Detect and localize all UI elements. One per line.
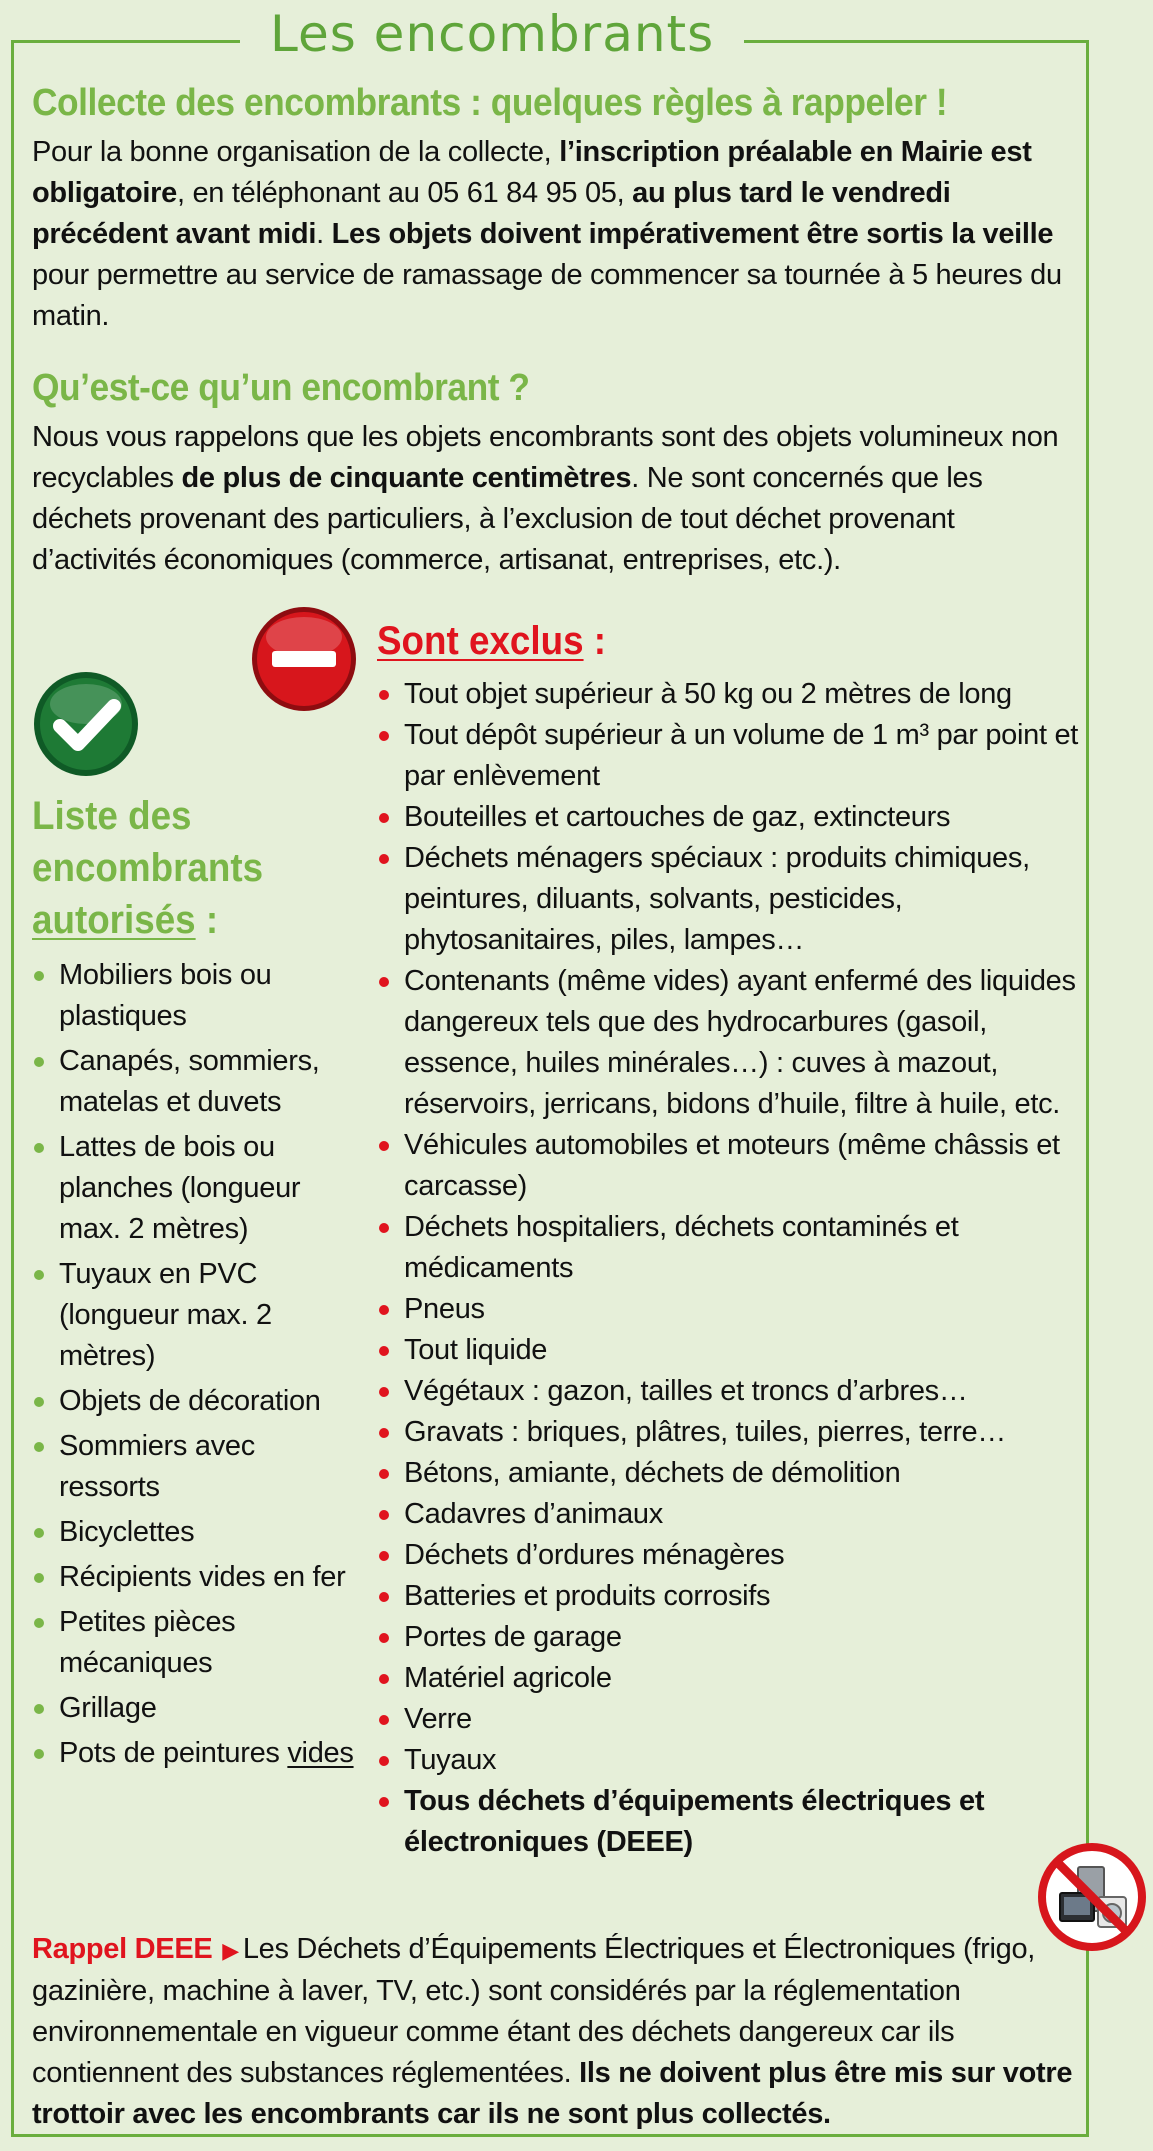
excluded-list-item: Matériel agricole	[377, 1658, 1107, 1699]
allowed-list-item: Récipients vides en fer	[32, 1557, 362, 1598]
allowed-title-colon: :	[195, 898, 219, 942]
page-title: Les encombrants	[240, 2, 744, 66]
rappel-text: Les Déchets d’Équipements Électriques et Électroniques (frigo, gazinière, machine à laver, TV, etc.) sont considérés par la réglementation environnementale en vigueur comme étant des déchets dangereux car ils contiennent des substances réglementées.	[32, 1933, 1036, 2089]
allowed-title-word: autorisés	[32, 898, 196, 942]
collecte-paragraph	[32, 132, 1072, 337]
collecte-text-1: Pour la bonne organisation de la collecte,	[32, 136, 560, 168]
excluded-list-item: Tous déchets d’équipements électriques et électroniques (DEEE)	[377, 1781, 1107, 1863]
allowed-list-item	[32, 1733, 362, 1774]
excluded-list-item: Véhicules automobiles et moteurs (même châssis et carcasse)	[377, 1125, 1107, 1207]
collecte-bold-1: l’inscription préalable en Mairie est obligatoire	[32, 136, 1032, 209]
allowed-title-line-2: encombrants	[32, 846, 264, 890]
collecte-bold-2: au plus tard le vendredi précédent avant midi	[32, 177, 951, 250]
excluded-list-item: Déchets ménagers spéciaux : produits chimiques, peintures, diluants, solvants, pesticides, phytosanitaires, piles, lampes…	[377, 838, 1107, 961]
excluded-list-item: Bétons, amiante, déchets de démolition	[377, 1453, 1107, 1494]
collecte-text-2: , en téléphonant au 05 61 84 95 05,	[176, 177, 633, 209]
excluded-list-item: Déchets d’ordures ménagères	[377, 1535, 1107, 1576]
collecte-bold-3: Les objets doivent impérativement être sortis la veille	[331, 218, 1054, 250]
excluded-title-word: Sont exclus	[377, 619, 584, 663]
excluded-list-item: Tout objet supérieur à 50 kg ou 2 mètres de long	[377, 674, 1107, 715]
allowed-list-item: Grillage	[32, 1688, 362, 1729]
excluded-list	[377, 674, 1107, 1863]
excluded-list-title	[377, 615, 606, 667]
no-entry-icon	[250, 605, 358, 713]
excluded-list-item: Gravats : briques, plâtres, tuiles, pierres, terre…	[377, 1412, 1107, 1453]
allowed-list-item: Mobiliers bois ou plastiques	[32, 955, 362, 1037]
allowed-list-item: Petites pièces mécaniques	[32, 1602, 362, 1684]
allowed-list-item: Bicyclettes	[32, 1512, 362, 1553]
collecte-text-3: .	[316, 218, 332, 250]
lists-section	[32, 605, 1092, 1905]
excluded-list-item: Contenants (même vides) ayant enfermé des liquides dangereux tels que des hydrocarbures (gasoil, essence, huiles minérales…) : cuves à mazout, réservoirs, jerricans, bidons d’huile, filtre à huile, etc.	[377, 961, 1107, 1125]
collecte-text-4: pour permettre au service de ramassage de commencer sa tournée à 5 heures du matin.	[32, 259, 1062, 332]
definition-text-2: . Ne sont concernés que les déchets provenant des particuliers, à l’exclusion de tout déchet provenant d’activités économiques (commerce, artisanat, entreprises, etc.).	[32, 462, 983, 576]
allowed-list-item: Objets de décoration	[32, 1381, 362, 1422]
allowed-list-item: Canapés, sommiers, matelas et duvets	[32, 1041, 362, 1123]
excluded-list-item: Végétaux : gazon, tailles et troncs d’arbres…	[377, 1371, 1107, 1412]
allowed-item-prefix: Pots de peintures	[59, 1737, 288, 1769]
excluded-list-item: Tuyaux	[377, 1740, 1107, 1781]
excluded-list-item: Verre	[377, 1699, 1107, 1740]
allowed-list-title	[32, 790, 263, 946]
excluded-list-item: Pneus	[377, 1289, 1107, 1330]
collecte-heading: Collecte des encombrants : quelques règles à rappeler !	[32, 82, 948, 124]
check-icon	[32, 670, 140, 778]
definition-paragraph	[32, 417, 1072, 581]
excluded-list-item: Portes de garage	[377, 1617, 1107, 1658]
allowed-list	[32, 955, 362, 1778]
allowed-list-item: Tuyaux en PVC (longueur max. 2 mètres)	[32, 1254, 362, 1377]
allowed-list-item: Sommiers avec ressorts	[32, 1426, 362, 1508]
excluded-list-item: Déchets hospitaliers, déchets contaminés et médicaments	[377, 1207, 1107, 1289]
excluded-list-item: Cadavres d’animaux	[377, 1494, 1107, 1535]
excluded-list-item: Batteries et produits corrosifs	[377, 1576, 1107, 1617]
allowed-item-underlined: vides	[287, 1737, 354, 1769]
intro-section	[32, 80, 1072, 581]
allowed-title-line-1: Liste des	[32, 794, 192, 838]
rappel-label: Rappel DEEE	[32, 1933, 213, 1965]
excluded-title-colon: :	[583, 619, 607, 663]
rappel-deee-paragraph	[32, 1929, 1077, 2135]
definition-bold-1: de plus de cinquante centimètres	[181, 462, 632, 494]
rappel-bold: Ils ne doivent plus être mis sur votre trottoir avec les encombrants car ils ne sont plus collectés.	[32, 2057, 1073, 2130]
excluded-list-item: Tout dépôt supérieur à un volume de 1 m³ par point et par enlèvement	[377, 715, 1107, 797]
allowed-list-item: Lattes de bois ou planches (longueur max. 2 mètres)	[32, 1127, 362, 1250]
excluded-list-item: Tout liquide	[377, 1330, 1107, 1371]
definition-text-1: Nous vous rappelons que les objets encombrants sont des objets volumineux non recyclables	[32, 421, 1059, 494]
excluded-list-item: Bouteilles et cartouches de gaz, extincteurs	[377, 797, 1107, 838]
definition-heading: Qu’est-ce qu’un encombrant ?	[32, 367, 530, 409]
arrow-right-icon: ▶	[222, 1938, 239, 1963]
